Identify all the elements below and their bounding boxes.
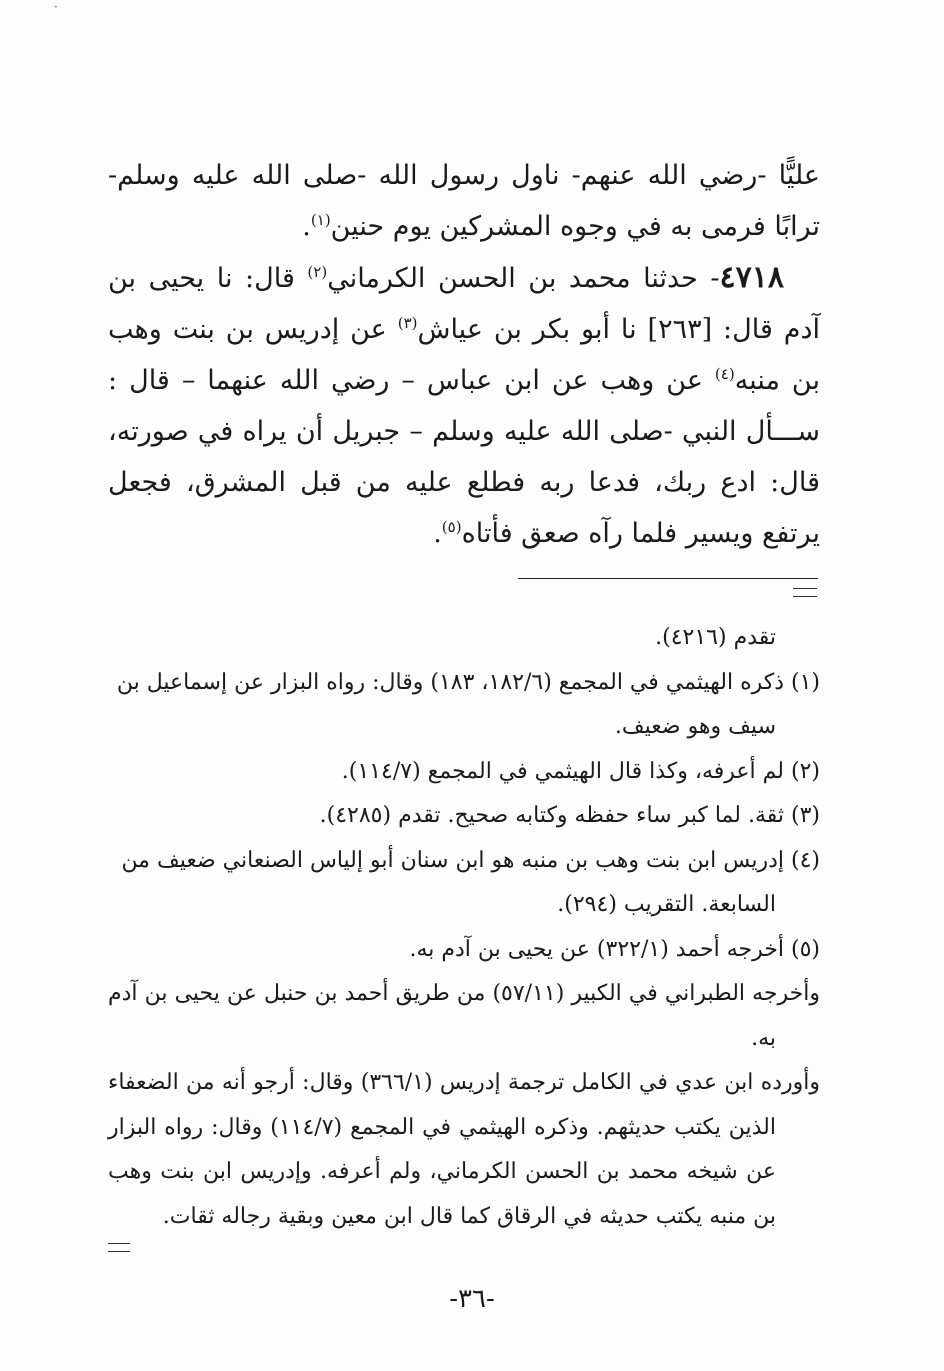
hadith-text-2: قال: نا يحيى بن آدم قال: [٢٦٣] نا أبو بكر بن عياش xyxy=(108,263,820,345)
footnote-continued: تقدم (٤٢١٦). xyxy=(655,625,776,650)
main-line1-end: . xyxy=(302,211,311,242)
footnote-4: (٤) إدريس ابن بنت وهب بن منبه هو ابن سنان أبو إلياس الصنعاني ضعيف من xyxy=(121,847,820,873)
footnotes-block xyxy=(108,616,820,1239)
footnote-5-para-1: وأخرجه الطبراني في الكبير (٥٧/١١) من طريق أحمد بن حنبل عن يحيى بن آدم به. xyxy=(108,981,820,1051)
footnote-ref-2: (٢) xyxy=(307,263,328,281)
footnote-1: (١) ذكره الهيثمي في المجمع (١٨٢/٦، ١٨٣) وقال: رواه البزار عن إسماعيل بن xyxy=(116,669,820,695)
hadith-number: ٤٧١٨ xyxy=(719,260,784,295)
hadith-text-3: عن إدريس بن بنت وهب بن منبه xyxy=(108,314,820,396)
hadith-end: . xyxy=(433,518,442,549)
main-text-block xyxy=(108,150,820,559)
footnote-1-cont: سيف وهو ضعيف. xyxy=(614,714,776,739)
hadith-text-4: عن وهب عن ابن عباس – رضي الله عنهما – قال : ســـأل النبي -صلى الله عليه وسلم – جبريل أن يراه في صورته، قال: ادع ربك، فدعا ربه فطلع عليه من قبل المشرق، فجعل يرتفع ويسير فلما رآه صعق فأتاه xyxy=(108,365,820,549)
continuation-mark-top xyxy=(793,588,817,597)
footnote-4-cont: السابعة. التقريب (٢٩٤). xyxy=(557,892,776,917)
footnote-5-para-2: وأورده ابن عدي في الكامل ترجمة إدريس (٣٦٦/١) وقال: أرجو أنه من الضعفاء الذين يكتب حديثهم. وذكره الهيثمي في المجمع (١١٤/٧) وقال: رواه البزار عن شيخه محمد بن الحسن الكرماني، ولم أعرفه. وإدريس ابن بنت وهب بن منبه يكتب حديثه في الرقاق كما قال ابن معين وبقية رجاله ثقات. xyxy=(108,1070,820,1229)
hadith-text-1: - حدثنا محمد بن الحسن الكرماني xyxy=(327,263,720,294)
main-line1-text: عليًّا -رضي الله عنهم- ناول رسول الله -صلى الله عليه وسلم- ترابًا فرمى به في وجوه المشركين يوم حنين xyxy=(108,160,820,242)
continuation-mark-bottom xyxy=(108,1243,130,1252)
main-paragraph-1 xyxy=(108,150,820,252)
hadith-paragraph xyxy=(108,252,820,559)
page-number: -٣٦- xyxy=(449,1284,495,1314)
footnote-ref-3: (٣) xyxy=(397,314,418,332)
footnote-3: (٣) ثقة. لما كبر ساء حفظه وكتابه صحيح. تقدم (٤٢٨٥). xyxy=(319,803,820,828)
footnote-ref-5: (٥) xyxy=(441,518,462,536)
footnote-2: (٢) لم أعرفه، وكذا قال الهيثمي في المجمع (١١٤/٧). xyxy=(341,758,820,784)
footnote-5: (٥) أخرجه أحمد (٣٢٢/١) عن يحيى بن آدم به. xyxy=(409,936,820,962)
footnote-separator xyxy=(518,578,818,579)
footnote-ref-1: (١) xyxy=(310,211,331,229)
corner-mark: · xyxy=(54,0,58,14)
footnote-ref-4: (٤) xyxy=(714,365,735,383)
